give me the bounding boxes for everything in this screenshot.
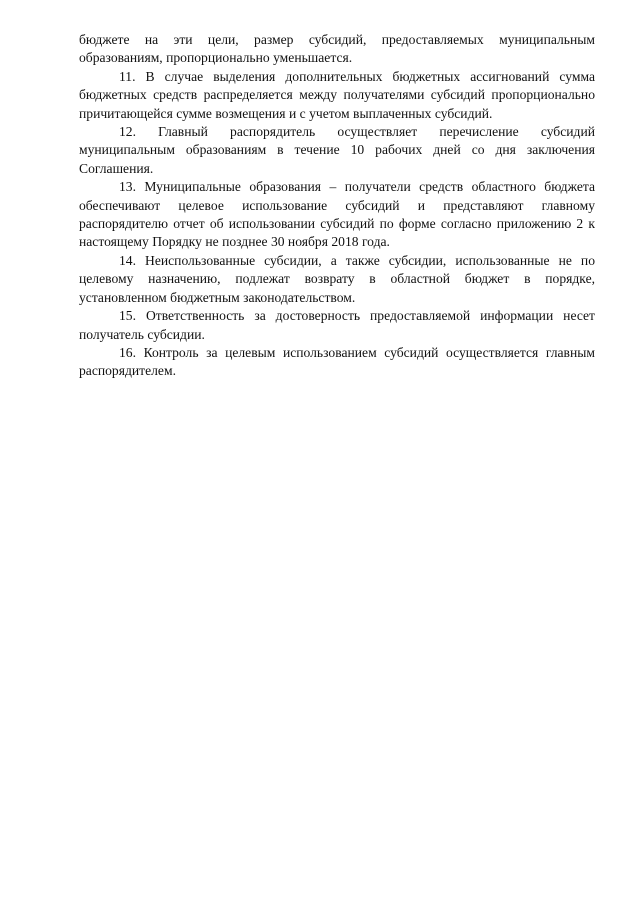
paragraph-continued: бюджете на эти цели, размер субсидий, предоставляемых муниципальным образованиям, пропорционально уменьшается. [79, 32, 595, 66]
paragraph-11: 11. В случае выделения дополнительных бюджетных ассигнований сумма бюджетных средств распределяется между получателями субсидий пропорционально причитающейся сумме возмещения и с учетом выплаченных субсидий. [79, 68, 595, 121]
paragraph-16: 16. Контроль за целевым использованием субсидий осуществляется главным распорядителем. [79, 344, 595, 379]
paragraph-14: 14. Неиспользованные субсидии, а также субсидии, использованные не по целевому назначению, подлежат возврату в областной бюджет в порядке, установленном бюджетным законодательством. [79, 252, 595, 305]
paragraph-12: 12. Главный распорядитель осуществляет перечисление субсидий муниципальным образованиям в течение 10 рабочих дней со дня заключения Соглашения. [79, 124, 595, 176]
paragraph-15: 15. Ответственность за достоверность предоставляемой информации несет получатель субсидии. [79, 308, 595, 342]
paragraph-13: 13. Муниципальные образования – получатели средств областного бюджета обеспечивают целевое использование субсидий и представляют главному распорядителю отчет об использовании субсидий по форме согласно приложению 2 к настоящему Порядку не позднее 30 ноября 2018 года. [79, 179, 595, 250]
document-body [79, 31, 595, 381]
